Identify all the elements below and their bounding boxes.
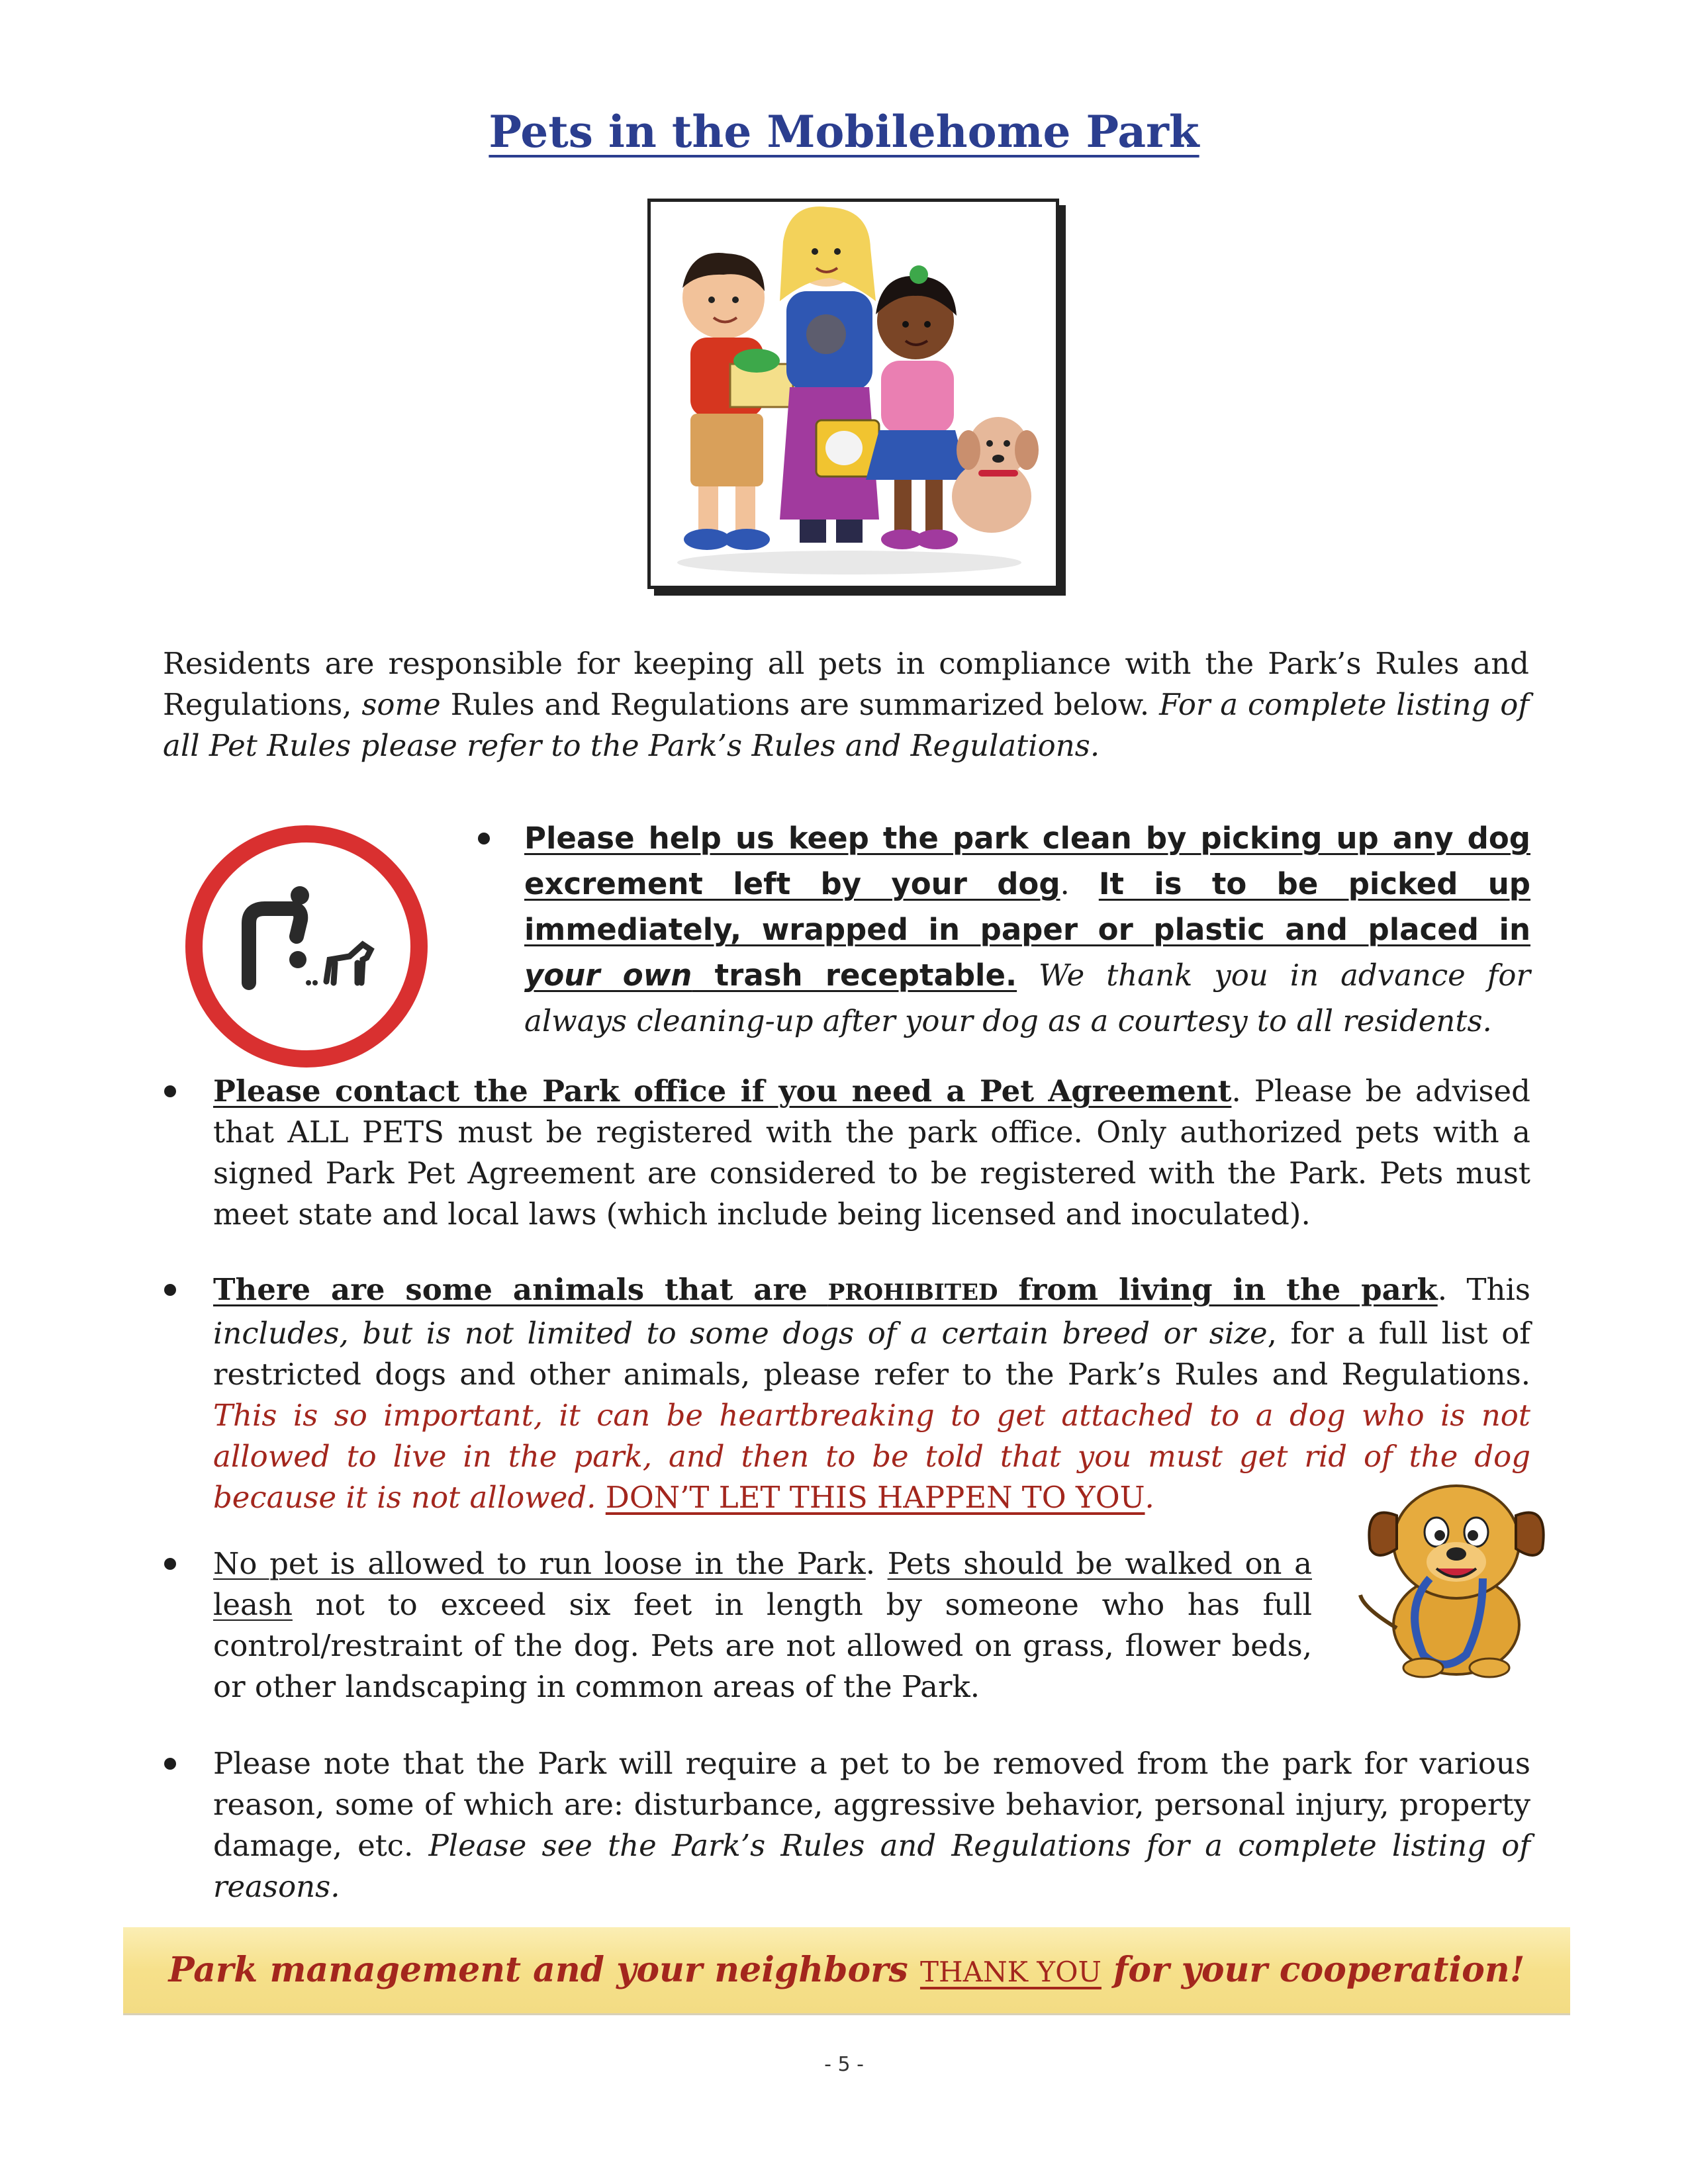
- intro-text: Residents are responsible for keeping all pets in compliance with the Park’s Rules and Regulations,: [163, 646, 1529, 722]
- bullet4-text: not to exceed six feet in length by someone who has full control/restraint of the dog. Pets are not allowed on grass, flower beds, or other landscaping in common areas of the Park.: [213, 1587, 1312, 1704]
- no-dog-fouling-sign-icon: [184, 824, 429, 1069]
- bullet3-warning-end: .: [1145, 1480, 1154, 1515]
- bullet3-warning: This is so important, it can be heartbreaking to get attached to a dog who is not allowed to live in the park, and then to be told that you must get rid of the dog because it is not allowed.: [213, 1398, 1530, 1515]
- bullet3-heading-end: from living in the park: [998, 1272, 1438, 1307]
- bullet1-instruction: It is to be picked up immediately, wrapped in paper or plastic and placed in: [524, 866, 1531, 947]
- bullet2-text: . Please be advised that ALL PETS must be registered with the park office. Only authorized pets with a signed Park Pet Agreement are considered to be registered with the Park. Pets must meet state and local laws (which include being licensed and inoculated).: [213, 1073, 1530, 1232]
- bullet-marker: [164, 1284, 176, 1296]
- bullet-marker: [164, 1085, 176, 1097]
- bullet5-italic-note: Please see the Park’s Rules and Regulations for a complete listing of reasons.: [213, 1828, 1530, 1904]
- bullet3-warning-callout: DON’T LET THIS HAPPEN TO YOU: [605, 1480, 1145, 1515]
- bullet-marker: [478, 833, 490, 844]
- banner-text-end: for your cooperation!: [1101, 1950, 1525, 1990]
- bullet3-heading-caps: PROHIBITED: [827, 1279, 998, 1306]
- bullet1-instruction-end: trash receptable.: [692, 958, 1017, 993]
- bullet1-heading: Please help us keep the park clean by picking up any dog excrement left by your dog: [524, 821, 1530, 901]
- bullet2-heading: Please contact the Park office if you need a Pet Agreement: [213, 1073, 1232, 1109]
- bullet1-punct: .: [1060, 866, 1099, 901]
- bullet-dog-excrement: [524, 815, 1530, 1044]
- intro-emphasis: some: [361, 687, 441, 722]
- bullet3-heading: There are some animals that are: [213, 1272, 828, 1307]
- bullet-marker: [164, 1558, 176, 1570]
- banner-thank-you: THANK YOU: [919, 1956, 1102, 1988]
- bullet4-no-loose-pets: No pet is allowed to run loose in the Park: [213, 1546, 866, 1581]
- kids-with-pets-illustration: [647, 199, 1059, 589]
- bullet3-text: , for a full list of restricted dogs and other animals, please refer to the Park’s Rules and Regulations.: [213, 1316, 1530, 1392]
- intro-paragraph: [163, 643, 1529, 766]
- bullet1-thanks: We thank you in advance for always cleaning-up after your dog as a courtesy to all residents.: [524, 958, 1531, 1038]
- bullet4-leash: Pets should be walked on a leash: [213, 1546, 1312, 1622]
- cartoon-dog-with-leash-icon: [1350, 1463, 1562, 1681]
- bullet1-emphasis: your own: [524, 958, 692, 993]
- bullet-leash-rule: [213, 1543, 1312, 1707]
- banner-text: [123, 1950, 1570, 1990]
- banner-text-start: Park management and your neighbors: [168, 1950, 920, 1990]
- bullet-pet-agreement: [213, 1071, 1530, 1235]
- bullet-prohibited-animals: [213, 1269, 1530, 1518]
- bullet-marker: [164, 1758, 176, 1770]
- thank-you-banner: [123, 1927, 1570, 2015]
- intro-italic-note: For a complete listing of all Pet Rules please refer to the Park’s Rules and Regulations.: [163, 687, 1530, 763]
- bullet5-text: Please note that the Park will require a pet to be removed from the park for various reason, some of which are: disturbance, aggressive behavior, personal injury, property damage, etc.: [213, 1746, 1530, 1863]
- page-number: - 5 -: [824, 2053, 864, 2076]
- page-title: Pets in the Mobilehome Park: [489, 106, 1199, 158]
- bullet4-punct: .: [865, 1546, 888, 1581]
- bullet-pet-removal: [213, 1743, 1530, 1907]
- intro-text: Rules and Regulations are summarized below.: [440, 687, 1160, 722]
- bullet3-text: . This: [1437, 1272, 1530, 1307]
- bullet3-italic: includes, but is not limited to some dogs of a certain breed or size: [213, 1316, 1268, 1351]
